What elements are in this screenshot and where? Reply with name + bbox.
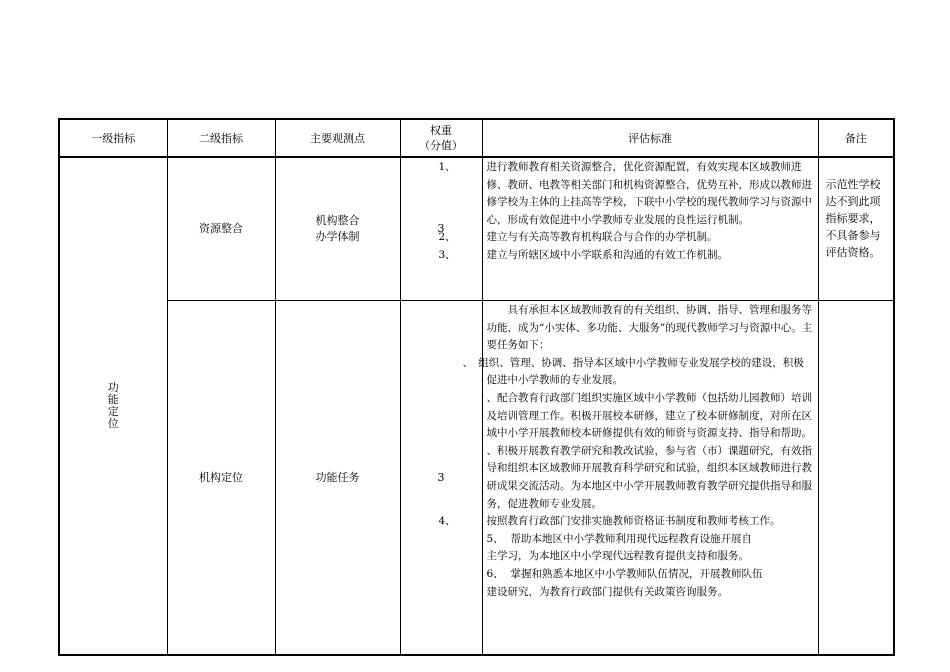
criteria-item <box>438 229 814 247</box>
criteria-item-number: 5、 <box>486 532 504 545</box>
criteria-intro: 具有承担本区域教师教育的有关组织、协调、指导、管理和服务等功能，成为“小实体、多功能、大服务”的现代教师学习与资源中心。主要任务如下： <box>486 304 813 352</box>
level1-char: 能 <box>107 393 119 406</box>
header-criteria: 评估标准 <box>482 119 818 157</box>
evaluation-table-sheet <box>58 118 893 656</box>
table-row <box>59 157 894 301</box>
remark-cell <box>818 157 894 301</box>
criteria-cell <box>438 301 818 656</box>
criteria-item-continued: 主学习，为本地区中小学现代远程教育提供支持和服务。 <box>486 550 749 563</box>
remark-line: 不具备参与 <box>825 229 881 242</box>
criteria-item-number: 6、 <box>486 567 504 580</box>
remark-line: 达不到此项 <box>825 195 881 208</box>
criteria-item-text: 进行教师教育相关资源整合，优化资源配置，有效实现本区域教师进修、教研、电教等相关部门和机构资源整合，优势互补，形成以教师进修学校为主体的上挂高等学校，下联中小学校的现代教师学习与资源中心，形成有效促进中小学教师专业发展的良性运行机制。 <box>486 161 812 226</box>
criteria-item: 、 组织、管理、协调、指导本区域中小学教师专业发展学校的建设，积极促进中小学教师的专业发展。 <box>462 356 804 387</box>
level1-cell <box>59 157 167 655</box>
criteria-item: 、积极开展教育教学研究和教改试验，参与省（市）课题研究，有效指导和组织本区域教师开展教育科学研究和试验，组织本区域教师进行教研成果交流活动。为本地区中小学开展教师教育教学研究提供指导和服务，促进教师专业发展。 <box>486 444 812 510</box>
observation-cell <box>275 157 400 301</box>
level2-cell: 资源整合 <box>167 157 275 301</box>
level1-char: 功 <box>107 381 119 394</box>
observation-line: 机构整合 <box>315 214 360 227</box>
remark-cell <box>818 301 894 656</box>
criteria-item-continued: 建设研究，为教育行政部门提供有关政策咨询服务。 <box>486 585 728 598</box>
header-weight <box>400 119 482 157</box>
criteria-item-text: 建立与所辖区域中小学联系和沟通的有效工作机制。 <box>486 248 728 261</box>
criteria-item <box>487 531 814 549</box>
criteria-item-number: 3、 <box>438 248 456 261</box>
criteria-item-text: 建立与有关高等教育机构联合与合作的办学机制。 <box>486 231 718 244</box>
criteria-item <box>438 159 814 229</box>
header-level1: 一级指标 <box>59 119 167 157</box>
criteria-item-number: 1、 <box>438 161 456 173</box>
remark-line: 示范性学校 <box>825 178 881 191</box>
header-level2: 二级指标 <box>167 119 275 157</box>
header-observation: 主要观测点 <box>275 119 400 157</box>
header-weight-line1: 权重 <box>430 124 452 137</box>
criteria-item <box>438 247 814 265</box>
header-weight-line2: （分值） <box>419 139 463 152</box>
criteria-item-text: 掌握和熟悉本地区中小学教师队伍情况，开展教师队伍 <box>510 567 763 580</box>
level1-char: 定 <box>107 405 119 418</box>
criteria-item-number: 2、 <box>438 231 456 244</box>
evaluation-table <box>58 118 895 656</box>
criteria-item-text: 按照教育行政部门安排实施教师资格证书制度和教师考核工作。 <box>486 515 781 528</box>
level2-cell: 机构定位 <box>167 301 275 656</box>
level1-char: 位 <box>107 417 119 430</box>
criteria-item <box>438 513 814 531</box>
observation-line: 办学体制 <box>315 230 360 243</box>
criteria-item: 、配合教育行政部门组织实施区域中小学教师（包括幼儿园教师）培训及培训管理工作。积极开展校本研修，建立了校本研修制度，对所在区域中小学开展教师校本研修提供有效的师资与资源支持、指导和帮助。 <box>486 391 812 440</box>
criteria-cell <box>438 157 818 301</box>
header-remark: 备注 <box>818 119 894 157</box>
remark-line: 评估资格。 <box>825 246 881 259</box>
header-row <box>59 119 894 157</box>
criteria-item <box>487 566 814 584</box>
table-row <box>59 301 894 656</box>
weight-cell: 3 <box>400 157 482 301</box>
observation-cell: 功能任务 <box>275 301 400 656</box>
criteria-item-number: 4、 <box>438 515 456 528</box>
remark-line: 指标要求， <box>825 212 881 225</box>
weight-cell: 3 <box>400 301 482 656</box>
criteria-item-text: 帮助本地区中小学教师利用现代远程教育设施开展自 <box>510 532 752 545</box>
